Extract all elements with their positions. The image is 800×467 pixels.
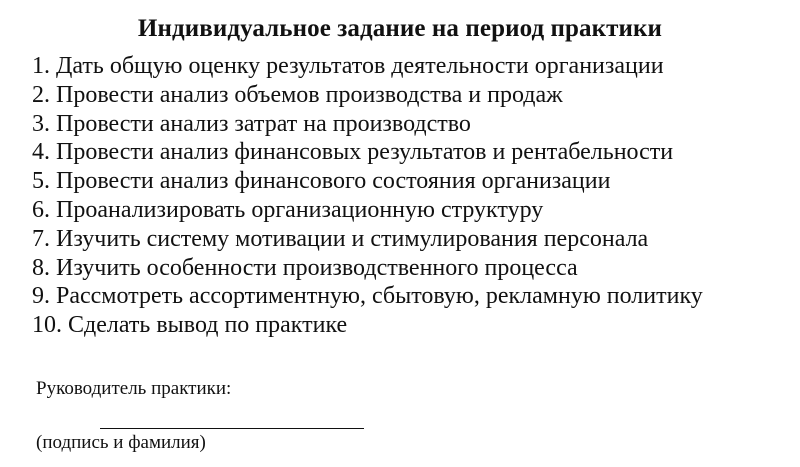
task-text: Провести анализ финансового состояния организации — [56, 168, 611, 195]
task-number: 3. — [32, 110, 50, 137]
task-number: 9. — [32, 283, 50, 310]
task-item — [32, 52, 703, 81]
task-item — [32, 225, 703, 254]
task-text: Провести анализ объемов производства и продаж — [56, 81, 563, 108]
task-number: 2. — [32, 81, 50, 108]
task-number: 8. — [32, 254, 50, 281]
supervisor-label: Руководитель практики: — [36, 378, 232, 399]
task-item — [32, 81, 703, 110]
task-item — [32, 282, 703, 311]
task-item — [32, 110, 703, 139]
task-item — [32, 138, 703, 167]
task-item — [32, 196, 703, 225]
task-number: 1. — [32, 53, 50, 79]
task-item — [32, 311, 703, 340]
task-text: Сделать вывод по практике — [68, 312, 348, 339]
task-list — [32, 52, 703, 340]
task-number: 7. — [32, 225, 50, 252]
document-title: Индивидуальное задание на период практики — [137, 15, 663, 42]
task-item — [32, 254, 703, 283]
task-number: 10. — [32, 312, 62, 339]
signature-line — [100, 428, 364, 429]
signature-caption: (подпись и фамилия) — [36, 432, 206, 453]
task-number: 6. — [32, 196, 50, 223]
task-number: 4. — [32, 139, 50, 166]
task-text: Изучить особенности производственного процесса — [56, 254, 578, 281]
task-text: Изучить систему мотивации и стимулирования персонала — [56, 225, 649, 252]
task-text: Провести анализ затрат на производство — [56, 110, 471, 137]
task-text: Рассмотреть ассортиментную, сбытовую, рекламную политику — [56, 283, 703, 310]
task-text: Проанализировать организационную структуру — [56, 196, 544, 223]
task-number: 5. — [32, 168, 50, 195]
task-text: Дать общую оценку результатов деятельности организации — [56, 53, 664, 79]
task-item — [32, 167, 703, 196]
task-text: Провести анализ финансовых результатов и рентабельности — [56, 139, 674, 166]
